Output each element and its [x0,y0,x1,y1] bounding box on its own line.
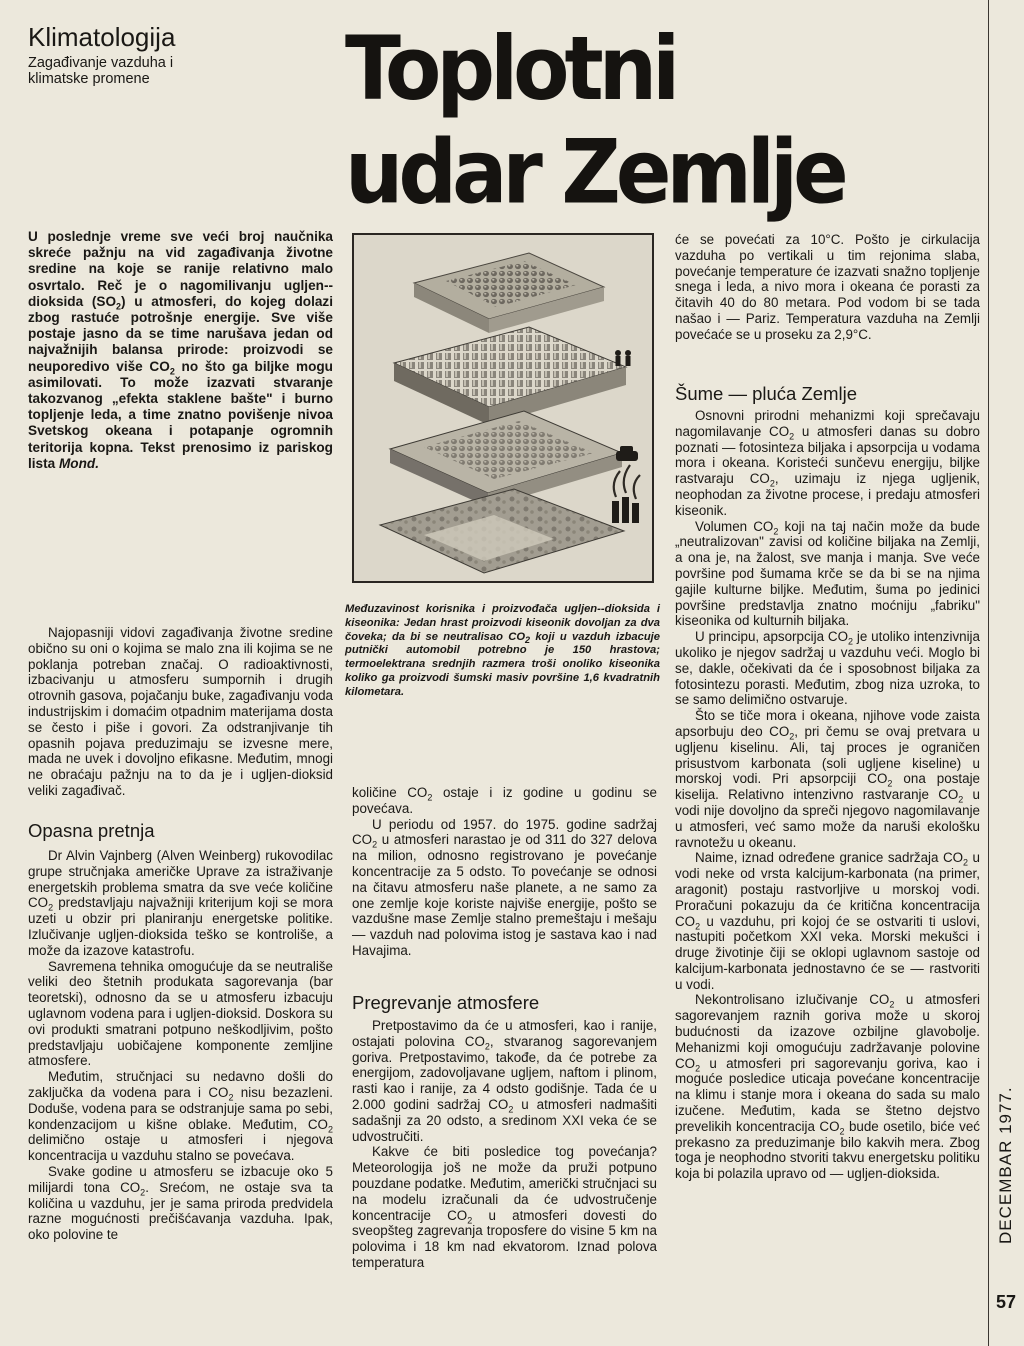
illustration [352,233,654,583]
paragraph: U principu, apsorpcija $CO_2$ je utoliko intenzivnija ukoliko je njegov sadržaj u vazduhu veći. Moglo bi se, dakle, očekivati da će i sposobnost biljaka za fotosintezu porasti. Međutim, zbog niza uzroka, to se samo delimično ostvaruje. [675,629,980,708]
paragraph: Nekontrolisano izlučivanje $CO_2$ u atmosferi sagorevanjem raznih goriva može u skoroj budućnosti da izazove ozbiljne glavobolje. Mehanizmi koji omogućuju zadržavanje polovine $CO_2$ u atmosferi pri sagorevanju goriva, kao i moguće posledice uticaja povećane koncentracije na klimu i stanje mora i okeana do sada su malo izučene. Međutim, kada se štetno dejstvo prevelikih koncentracija $CO_2$ bude osetilo, biće već prekasno za preduzimanje bilo kakvih mera. Zbog toga je neophodno stvoriti takvu energetsku politiku koja bi polazila upravo od — ugljen-dioksida. [675,992,980,1182]
source-name: Mond. [58,455,99,471]
paragraph: količine $CO_2$ ostaje i iz godine u godinu se povećava. [352,785,658,816]
paragraph: Što se tiče mora i okeana, njihove vode zaista apsorbuju deo $CO_2$, pri čemu se ovaj pretvara u ugljenu kiselinu. Ali, taj proces je ograničen prisustvom karbonata (soli ugljene kiseline) u morskoj vodi. Pri apsorpciji $CO_2$ ona postaje kiselija. Relativno intenzivno rastvaranje $CO_2$ u vodi nije dovoljno da spreči njegovo nagomilavanje u atmosferi, već samo može da naruši ekološku ravnotežu u okeanu. [675,708,981,850]
headline-line-1: Toplotni [345,18,676,121]
section-label: Klimatologija [28,22,176,52]
paragraph: Savremena tehnika omogućuje da se neutrališe veliki deo štetnih produkata sagorevanja (bar teoretski), odnosno da se u atmosferu izbacuju uglavnom vodena para i ugljen-dioksid. Doskora su ovi produkti smatrani potpuno neškodljivim, pošto predstavljaju uobičajene komponente zemljine atmosfere. [28,958,333,1069]
paragraph: Kakve će biti posledice tog povećanja? Meteorologija još ne može da pruži potpuno pouzdane podatke. Međutim, američki stručnjaci su na modelu izračunali da će udvostručenje koncentracije $CO_2$ u atmosferi dovesti do sveopšteg zagrevanja troposfere do visine 5 km na polovima i 18 km nad ekvatorom. Iznad polova temperatura [352,1144,657,1270]
paragraph: U periodu od 1957. do 1975. godine sadržaj $CO_2$ u atmosferi narastao je od 311 do 327 delova na milion, odnosno registrovano je povećanje koncentracije za 5 odsto. To povećanje se odnosi na čitavu atmosferu naše planete, a ne samo za one zemlje koje koriste najviše energije, pošto se vazdušne mase Zemlje stalno premeštaju i mešaju — vazduh nad polovima istog je sastava kao i nad Havajima. [352,816,657,958]
figure-caption: Međuzavinost korisnika i proizvođača ugljen--dioksida i kiseonika: Jedan hrast proizvodi kiseonik dovoljan za dva čoveka; da bi se neutralisao $CO_2$ koji u vazduh izbacuje putnički automobil potrebno je 150 hrastova; termoelektrana srednjih razmera troši onoliko kiseonika koliko ga proizvodi šumski masiv površine 1,6 kvadratnih kilometara. [345,603,660,698]
bleed-through-left [228,18,338,228]
column-1-body [28,848,333,1243]
paragraph: Naime, iznad određene granice sadržaja $CO_2$ u vodi neke od vrsta kalcijum-karbonata (na primer, aragonit) postaju rastvorljive u morskoj vodi. Proračuni pokazuju da će kritična koncentracija $CO_2$ u vazduhu, pri kojoj će se ostvariti ti uslovi, nastupiti početkom XXI veka. Morski mekušci i druge životinje čiji se oklopi uglavnom sastoje od kalcijum-karbonata jednostavno će se — rastvoriti u vodi. [675,850,980,992]
lead-paragraph: U poslednje vreme sve veći broj naučnika skreće pažnju na vid zagađivanja životne sredine na koje se ranije relativno malo osvrtalo. Reč je o nagomilivanju ugljen--dioksida $(SO_2)$ u atmosferi, do kojeg dolazi zbog rastuće potrošnje energije. Sve više postaje jasno da se time narušava jedan od najvažnijih balansa prirode: proizvodi se neuporedivo više $CO_2$ no što ga biljke mogu asimilovati. To može izazvati stvaranje takozvanog „efekta staklene bašte" i burno topljenje leda, a time znatno povišenje nivoa Svetskog okeana i potapanje ogromnih teritorija kopna. Tekst prenosimo iz pariskog lista Mond. [28,229,334,471]
section-subtitle: Zagađivanje vazduha i klimatske promene [28,55,174,87]
column-1-intro [28,625,333,799]
headline [345,18,844,239]
subheading-opasna-pretnja: Opasna pretnja [28,820,155,841]
column-3-body [675,408,980,1182]
paragraph: Međutim, stručnjaci su nedavno došli do zaključka da vodena para i $CO_2$ nisu bezazleni. Doduše, vodena para se odstranjuje sama po sebi, kondenzacijom u kišne oblake. Međutim, $CO_2$ delimično ostaje u atmosferi i njegova koncentracija u vazduhu stalno se povećava. [28,1069,333,1164]
subheading-sume-pluca-zemlje: Šume — pluća Zemlje [675,383,857,404]
paragraph: Najopasniji vidovi zagađivanja životne sredine obično su oni o kojima se malo zna ili kojima se ne poklanja potreban značaj. O radioaktivnosti, izbacivanju u atmosferu sumpornih i drugih otrovnih gasova, pojačanju buke, zagađivanju voda industrijskim i domaćim otpadnim materijama dosta se često i piše i govori. Za odstranjivanje tih opasnih pojava preduzimaju se izvesne mere, mada ne uvek i dovoljno efikasne. Međutim, mnogi ne obraćaju pažnju na to da je i ugljen-dioksid veliki zagađivač. [28,625,333,798]
paragraph: Pretpostavimo da će u atmosferi, kao i ranije, ostajati polovina $CO_2$, stvaranog sagorevanjem goriva. Pretpostavimo, takođe, da će potrebe za energijom, zadovoljavane ugljem, naftom i plinom, rasti kao i ranije, za 4 odsto godišnje. Tada će u 2.000 godini sadržaj $CO_2$ u atmosferi nadmašiti sadašnji za 20 odsto, a sredinom XXI veka će se udvostručiti. [352,1018,657,1144]
subheading-pregrevanje-atmosfere: Pregrevanje atmosfere [352,992,540,1013]
column-2-body-continued [352,1018,657,1271]
paragraph: će se povećati za 10°C. Pošto je cirkulacija vazduha po vertikali u tim rejonima slaba, povećanje temperature će izazvati snažno topljenje snega i leda, a nivo mora i okeana će porasti za čitavih 40 do 80 metara. Pod vodom bi se tada našao i — Pariz. Temperatura vazduha na Zemlji povećaće se u proseku za 2,9°C. [675,232,980,342]
page-number: 57 [995,1292,1017,1312]
headline-line-2: udar Zemlje [345,121,844,225]
paragraph: Svake godine u atmosferu se izbacuje oko 5 milijardi tona $CO_2$. Srećom, ne ostaje sva ta količina u vazduhu, jer je sama priroda predvidela razne mogućnosti prečišćavanja vazduha. Ipak, oko polovine te [28,1163,333,1243]
issue-date: DECEMBAR 1977. [996,1086,1015,1244]
paragraph: Volumen $CO_2$ koji na taj način može da bude „neutralizovan" zavisi od količine biljaka na Zemlji, a ona je, na žalost, sve manja i manja. Sve veće površine pod šumama krče se da bi se na njima gajile kulturne biljke. Međutim, šuma po jedinici površine predstavlja znatno moćniju „fabriku" kiseonika od kulturnih biljaka. [675,518,980,629]
column-3-intro [675,232,980,343]
column-2-body [352,785,657,959]
illustration-graphic [354,235,652,581]
paragraph: Osnovni prirodni mehanizmi koji sprečavaju nagomilavanje $CO_2$ u atmosferi danas su dobro poznati — fotosinteza biljaka i apsorpcija u vodama mora i okeana. Koristeći sunčevu energiju, biljke rastvaraju $CO_2$, uzimaju iz njega ugljenik, neophodan za životne procese, i predaju atmosferi kiseonik. [675,408,980,518]
paragraph: Dr Alvin Vajnberg (Alven Weinberg) rukovodilac grupe stručnjaka američke Uprave za istraživanje energetskih problema smatra da sve veće količine $CO_2$ predstavljaju najvažniji kriterijum koji se mora uzeti u obzir pri planiranju energetske politike. Izlučivanje ugljen-dioksida teško se kontroliše, a može da izazove katastrofu. [28,848,333,958]
